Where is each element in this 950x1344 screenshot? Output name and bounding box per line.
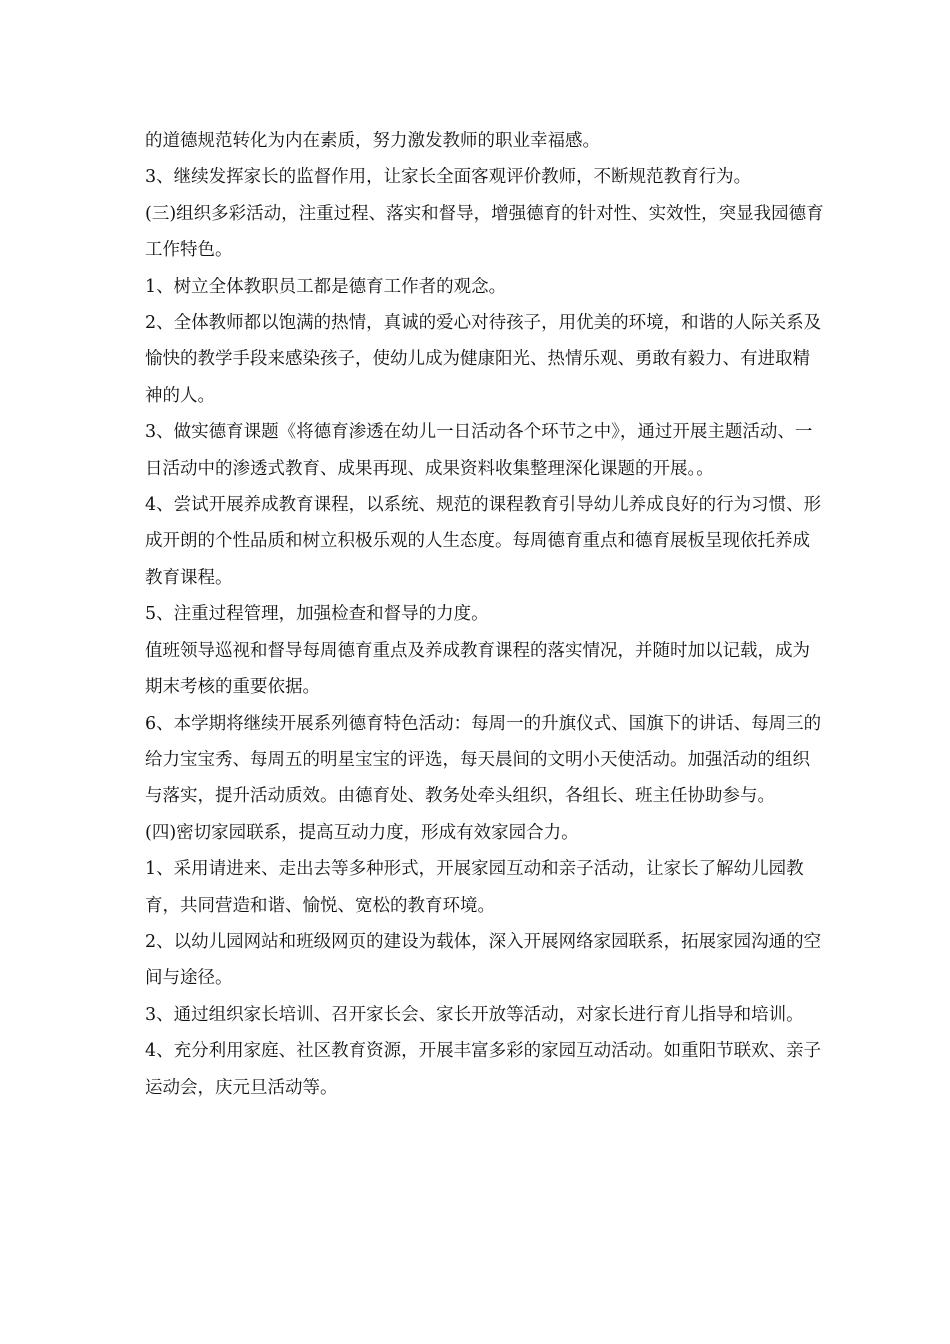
paragraph-item-5-detail: 值班领导巡视和督导每周德育重点及养成教育课程的落实情况，并随时加以记载，成为期末考核的重要依据。	[145, 640, 810, 698]
paragraph-item-3-parent-supervision: 3、继续发挥家长的监督作用，让家长全面客观评价教师，不断规范教育行为。	[145, 167, 752, 188]
document-body	[145, 123, 825, 1106]
paragraph-item-4: 4、尝试开展养成教育课程，以系统、规范的课程教育引导幼儿养成良好的行为习惯、形成开朗的个性品质和树立积极乐观的人生态度。每周德育重点和德育展板呈现依托养成教育课程。	[145, 495, 822, 588]
paragraph-item-5: 5、注重过程管理，加强检查和督导的力度。	[145, 604, 489, 625]
section-heading-4: (四)密切家园联系，提高互动力度，形成有效家园合力。	[145, 822, 579, 843]
paragraph-item-2: 2、全体教师都以饱满的热情，真诚的爱心对待孩子，用优美的环境，和谐的人际关系及愉快的教学手段来感染孩子，使幼儿成为健康阳光、热情乐观、勇敢有毅力、有进取精神的人。	[145, 313, 822, 406]
section-heading-3: (三)组织多彩活动，注重过程、落实和督导，增强德育的针对性、实效性，突显我园德育工作特色。	[145, 203, 824, 261]
paragraph-item-4-family: 4、充分利用家庭、社区教育资源，开展丰富多彩的家园互动活动。如重阳节联欢、亲子运动会，庆元旦活动等。	[145, 1041, 822, 1098]
paragraph-item-1: 1、树立全体教职员工都是德育工作者的观念。	[145, 276, 507, 297]
paragraph-continuation: 的道德规范转化为内在素质，努力激发教师的职业幸福感。	[145, 131, 600, 151]
paragraph-item-1-family: 1、采用请进来、走出去等多种形式，开展家园互动和亲子活动，让家长了解幼儿园教育，共同营造和谐、愉悦、宽松的教育环境。	[145, 859, 804, 916]
paragraph-item-3-family: 3、通过组织家长培训、召开家长会、家长开放等活动，对家长进行育儿指导和培训。	[145, 1004, 804, 1025]
paragraph-item-6: 6、本学期将继续开展系列德育特色活动：每周一的升旗仪式、国旗下的讲话、每周三的给力宝宝秀、每周五的明星宝宝的评选，每天晨间的文明小天使活动。加强活动的组织与落实，提升活动质效。由德育处、教务处牵头组织，各组长、班主任协助参与。	[145, 713, 822, 807]
paragraph-item-2-family: 2、以幼儿园网站和班级网页的建设为载体，深入开展网络家园联系，拓展家园沟通的空间与途径。	[145, 931, 822, 989]
paragraph-item-3: 3、做实德育课题《将德育渗透在幼儿一日活动各个环节之中》，通过开展主题活动、一日活动中的渗透式教育、成果再现、成果资料收集整理深化课题的开展。。	[145, 422, 813, 479]
